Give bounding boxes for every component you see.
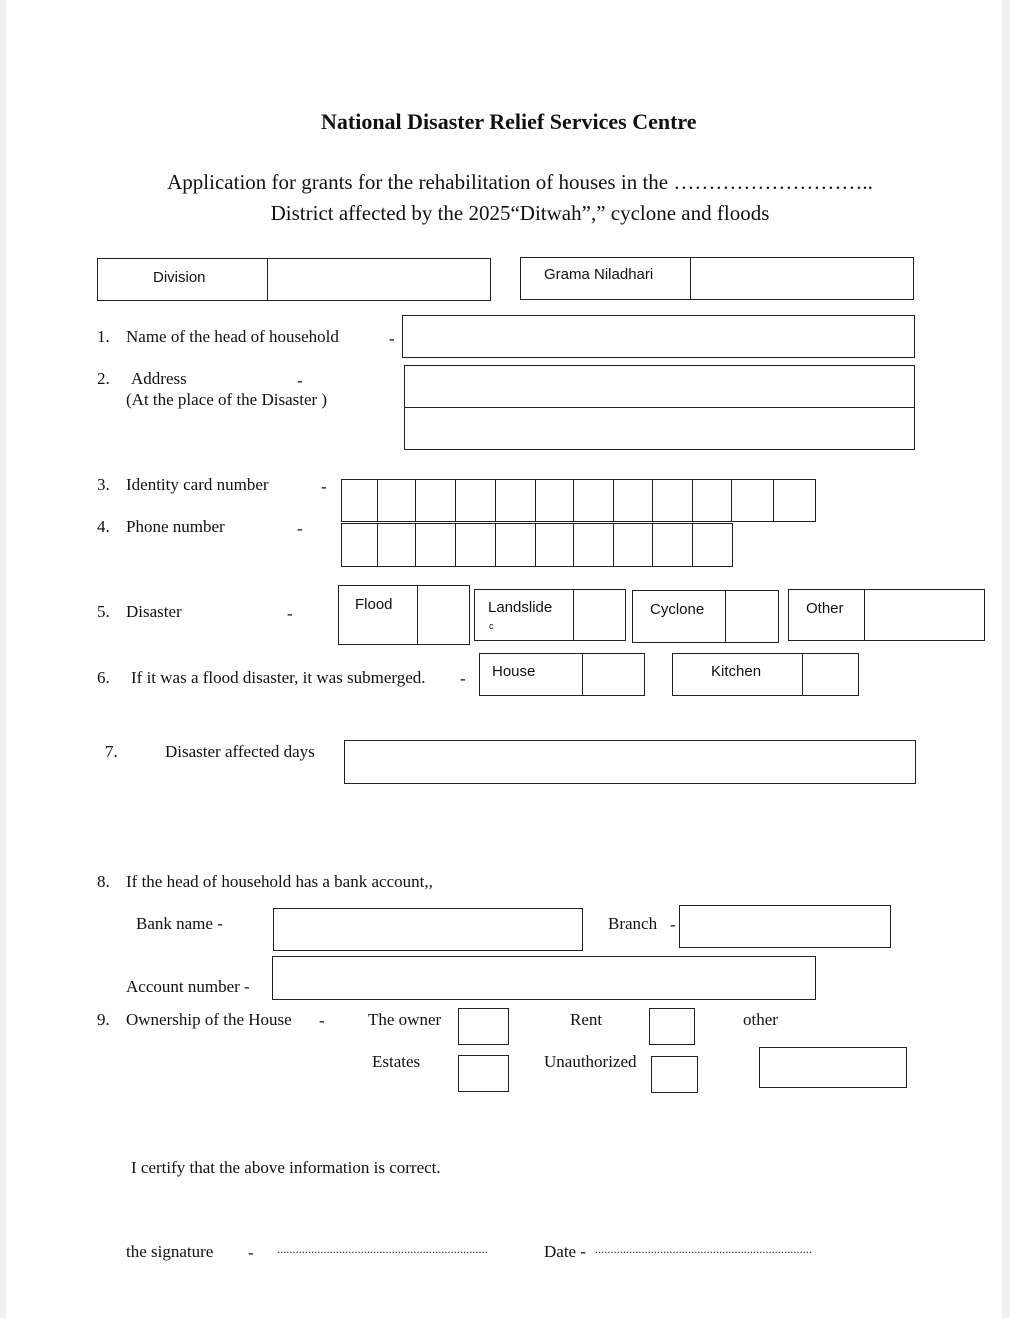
flood-label: Flood [355, 596, 393, 613]
id-digit-box[interactable] [773, 480, 814, 521]
disaster-option-other [788, 589, 985, 641]
date-line[interactable]: ...................................................................... [595, 1242, 812, 1256]
id-digit-box[interactable] [342, 480, 377, 521]
date-label: Date - [544, 1242, 587, 1261]
kitchen-label: Kitchen [711, 663, 762, 680]
cyclone-label: Cyclone [650, 601, 705, 618]
house-label: House [492, 663, 536, 680]
certification-statement: I certify that the above information is correct. [131, 1158, 441, 1177]
ownership-unauthorized-checkbox[interactable] [651, 1056, 698, 1093]
q7-number: 7. [105, 742, 118, 761]
q1-dash: - [389, 329, 395, 348]
landslide-checkbox[interactable] [573, 590, 625, 640]
id-digit-box[interactable] [455, 480, 495, 521]
q8-label: If the head of household has a bank account,, [126, 872, 433, 891]
disaster-option-landslide [474, 589, 626, 641]
q5-number: 5. [97, 602, 110, 621]
q2-sublabel: (At the place of the Disaster ) [126, 390, 328, 409]
disaster-option-flood [338, 585, 470, 645]
branch-input[interactable] [679, 905, 891, 948]
ownership-rent-label: Rent [570, 1010, 603, 1029]
ownership-other-input[interactable] [759, 1047, 907, 1088]
phone-digit-box[interactable] [573, 524, 613, 566]
q7-label: Disaster affected days [165, 742, 315, 761]
q8-number: 8. [97, 872, 110, 891]
address-line1-input[interactable] [404, 365, 915, 408]
landslide-stray-mark: c [489, 621, 494, 631]
q3-dash: - [321, 477, 327, 496]
id-digit-box[interactable] [535, 480, 573, 521]
id-digit-box[interactable] [377, 480, 415, 521]
phone-digit-box[interactable] [495, 524, 535, 566]
form-title: National Disaster Relief Services Centre [321, 109, 697, 134]
ownership-owner-label: The owner [368, 1010, 442, 1029]
kitchen-checkbox[interactable] [802, 654, 858, 695]
other-label: Other [806, 600, 844, 617]
q9-label: Ownership of the House [126, 1010, 292, 1029]
flood-checkbox[interactable] [417, 586, 469, 644]
other-disaster-input[interactable] [864, 590, 984, 640]
q4-dash: - [297, 519, 303, 538]
bank-name-input[interactable] [273, 908, 583, 951]
q6-number: 6. [97, 668, 110, 687]
q3-label: Identity card number [126, 475, 269, 494]
phone-digit-box[interactable] [342, 524, 377, 566]
grama-niladhari-label: Grama Niladhari [544, 266, 654, 283]
id-digit-box[interactable] [613, 480, 652, 521]
id-digit-box[interactable] [573, 480, 613, 521]
bank-name-label: Bank name - [136, 914, 223, 933]
q1-label: Name of the head of household [126, 327, 339, 346]
q5-dash: - [287, 604, 293, 623]
form-subtitle-line2: District affected by the 2025“Ditwah”,” cyclone and floods [270, 201, 770, 225]
disaster-affected-days-input[interactable] [344, 740, 916, 784]
id-digit-box[interactable] [652, 480, 692, 521]
cyclone-checkbox[interactable] [725, 591, 778, 642]
house-checkbox[interactable] [582, 654, 644, 695]
id-digit-box[interactable] [495, 480, 535, 521]
q9-number: 9. [97, 1010, 110, 1029]
account-number-input[interactable] [272, 956, 816, 1000]
q2-number: 2. [97, 369, 110, 388]
disaster-option-cyclone [632, 590, 779, 643]
q2-label: Address [131, 369, 187, 388]
signature-line[interactable]: .................................................................... [277, 1242, 488, 1256]
division-label: Division [153, 269, 206, 286]
signature-dash: - [248, 1243, 254, 1262]
phone-digit-box[interactable] [377, 524, 415, 566]
head-of-household-name-input[interactable] [402, 315, 915, 358]
q4-number: 4. [97, 517, 110, 536]
phone-digit-box[interactable] [613, 524, 652, 566]
form-subtitle-line1: Application for grants for the rehabilitation of houses in the ……………………….. [167, 170, 873, 194]
division-field-group [97, 258, 491, 301]
identity-card-number-input[interactable] [341, 479, 816, 522]
q6-label: If it was a flood disaster, it was submerged. [131, 668, 426, 687]
q3-number: 3. [97, 475, 110, 494]
address-line2-input[interactable] [404, 407, 915, 450]
page-edge-left [0, 0, 6, 1318]
q9-dash: - [319, 1011, 325, 1030]
q1-number: 1. [97, 327, 110, 346]
id-digit-box[interactable] [692, 480, 731, 521]
q6-dash: - [460, 669, 466, 688]
page-edge-right [1002, 0, 1010, 1318]
landslide-label: Landslide [488, 599, 553, 616]
id-digit-box[interactable] [731, 480, 773, 521]
id-digit-box[interactable] [415, 480, 455, 521]
phone-number-input[interactable] [341, 523, 733, 567]
phone-digit-box[interactable] [535, 524, 573, 566]
ownership-estates-label: Estates [372, 1052, 421, 1071]
q5-label: Disaster [126, 602, 182, 621]
submerged-option-kitchen [672, 653, 859, 696]
ownership-rent-checkbox[interactable] [649, 1008, 695, 1045]
signature-label: the signature [126, 1242, 214, 1261]
ownership-estates-checkbox[interactable] [458, 1055, 509, 1092]
account-number-label: Account number - [126, 977, 250, 996]
q2-dash: - [297, 371, 303, 390]
q4-label: Phone number [126, 517, 225, 536]
ownership-other-label: other [743, 1010, 778, 1029]
grama-niladhari-field-group [520, 257, 914, 300]
submerged-option-house [479, 653, 645, 696]
grama-niladhari-input[interactable] [690, 258, 913, 299]
phone-digit-box[interactable] [455, 524, 495, 566]
ownership-owner-checkbox[interactable] [458, 1008, 509, 1045]
branch-dash: - [670, 915, 676, 934]
phone-digit-box[interactable] [692, 524, 731, 566]
branch-label: Branch [608, 914, 658, 933]
ownership-unauthorized-label: Unauthorized [544, 1052, 637, 1071]
division-input[interactable] [267, 259, 490, 300]
phone-digit-box[interactable] [652, 524, 692, 566]
phone-digit-box[interactable] [415, 524, 455, 566]
